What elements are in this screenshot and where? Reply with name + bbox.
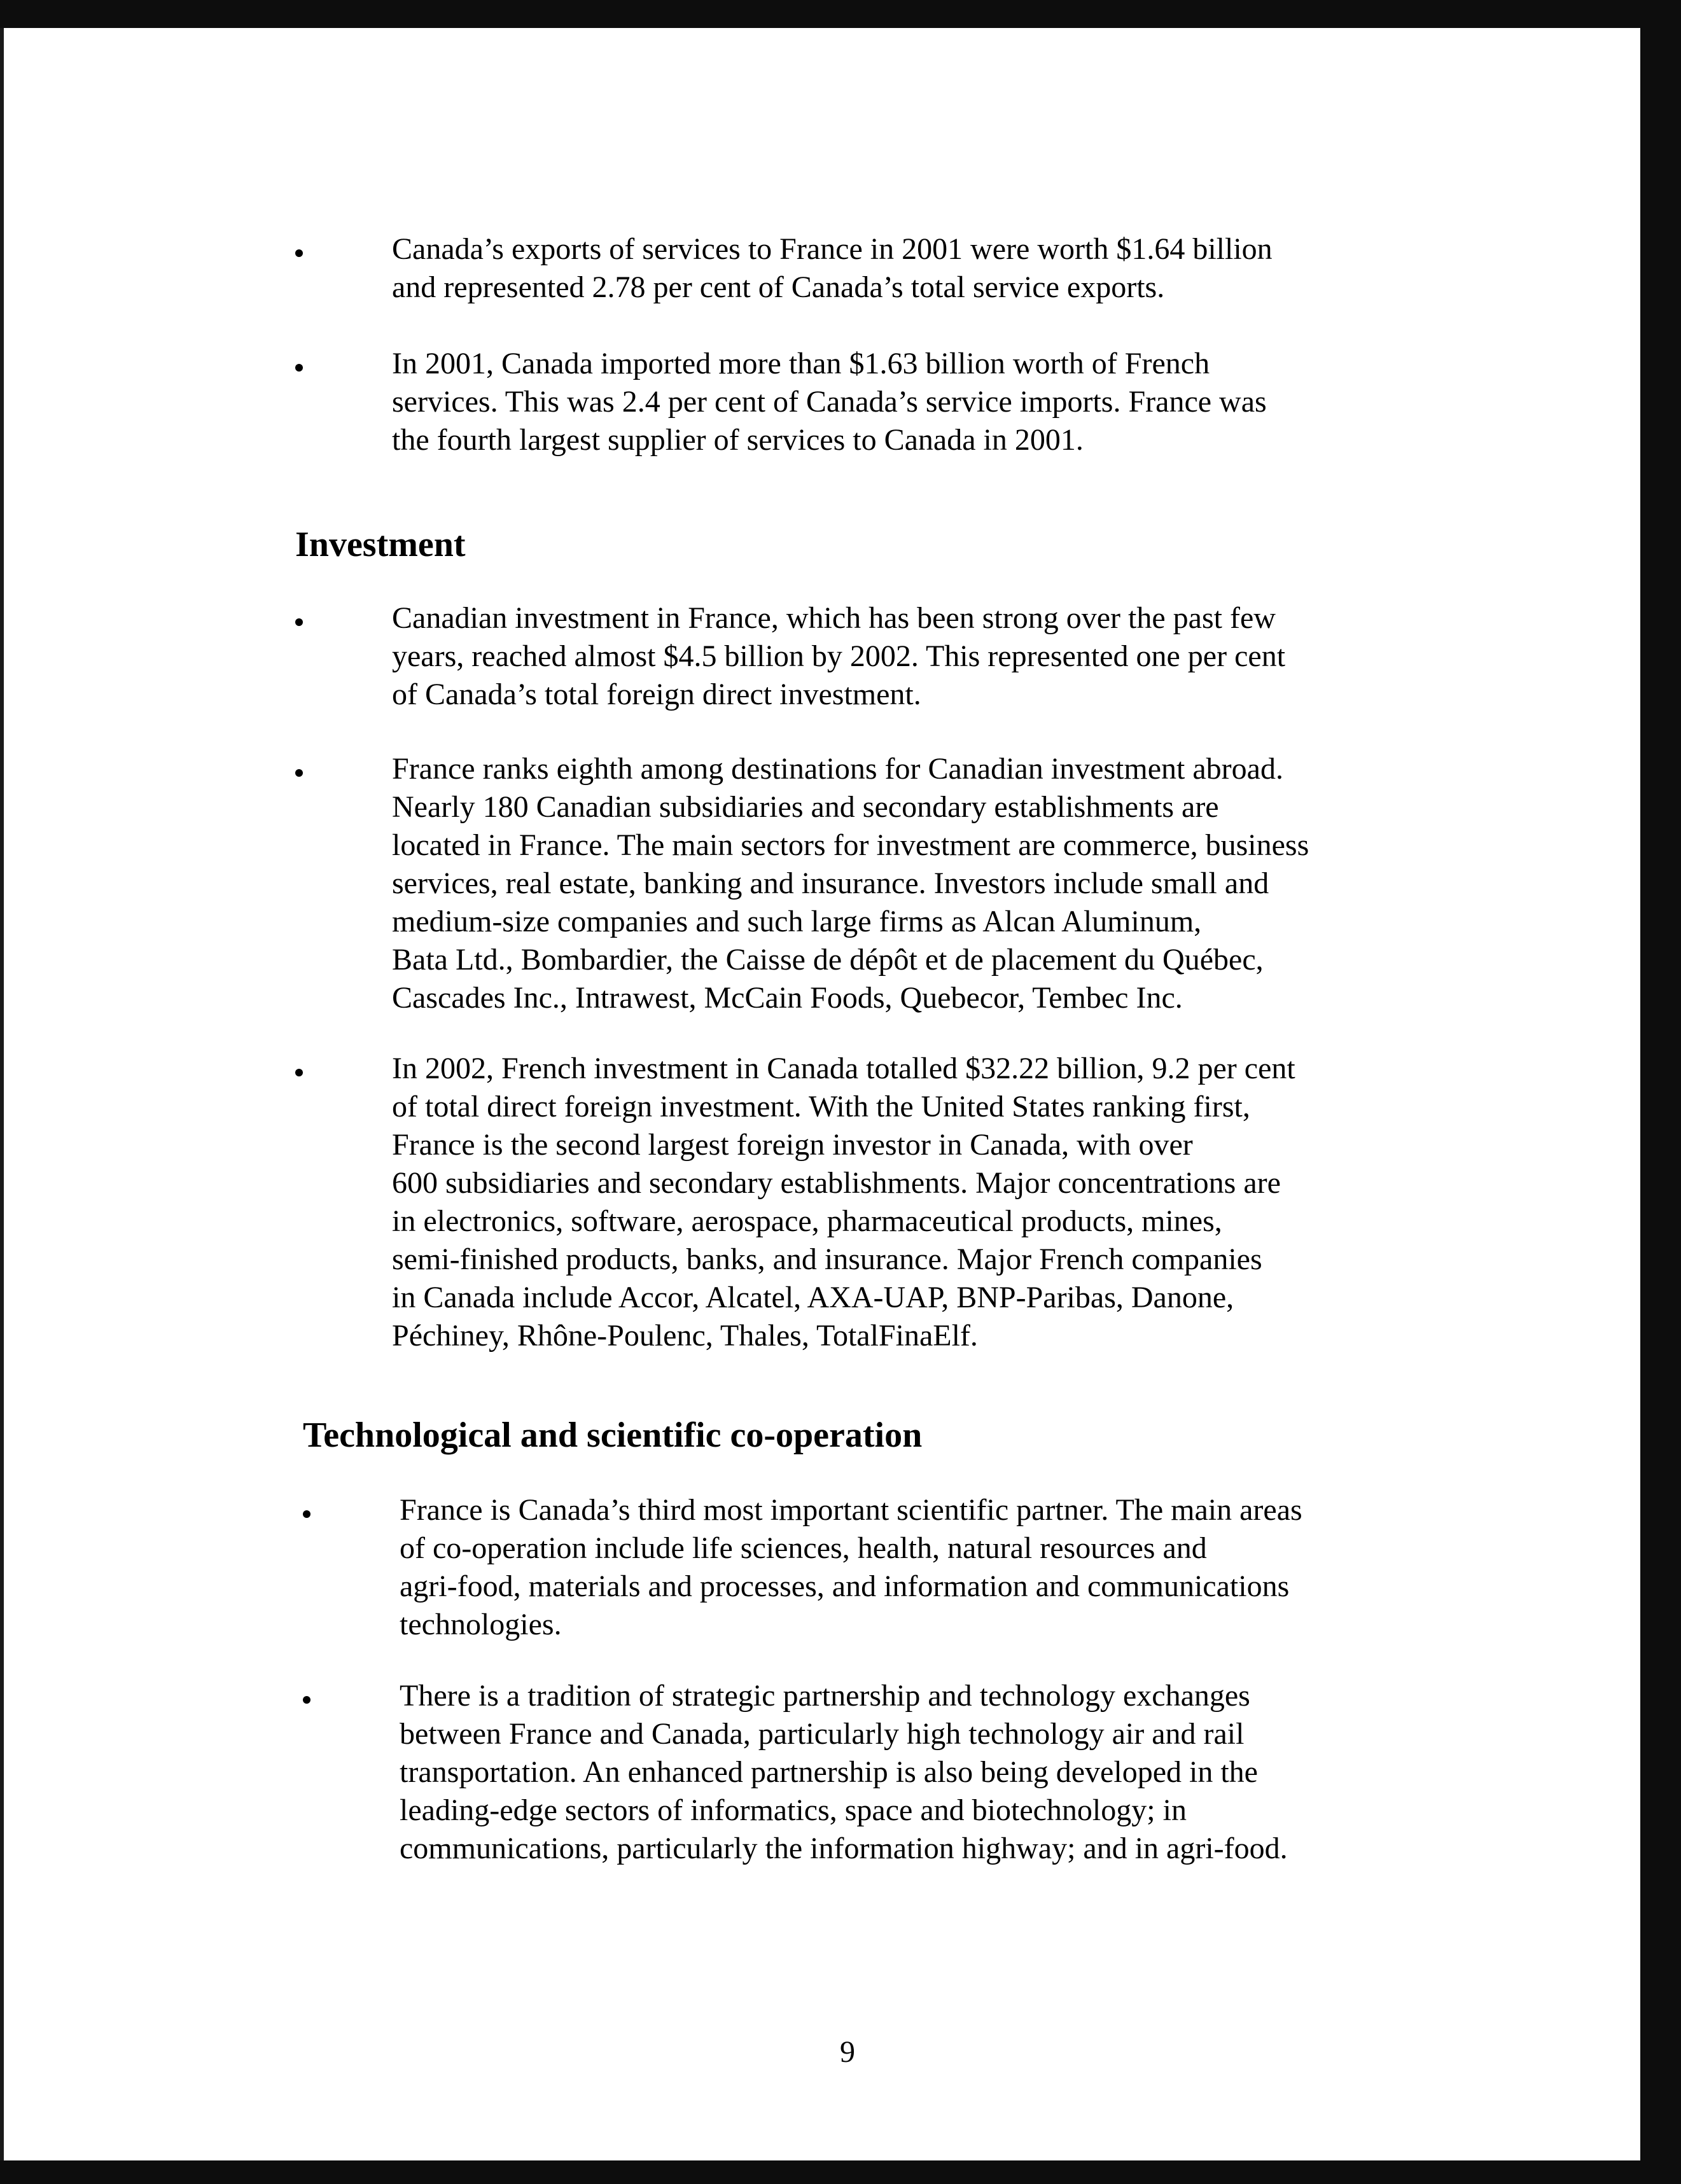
bullet-text: Canadian investment in France, which has been strong over the past few years, reached almost $4.5 billion by 2002. This represented one per cent of Canada’s total foreign direct investment. xyxy=(392,601,1286,711)
page-number: 9 xyxy=(840,2035,855,2069)
bullet-text: Canada’s exports of services to France in 2001 were worth $1.64 billion and represented 2.78 per cent of Canada’s total service exports. xyxy=(392,232,1273,304)
bullet-dot-icon xyxy=(303,1696,310,1704)
bullet-dot-icon xyxy=(295,769,303,777)
bullet-dot-icon xyxy=(295,1069,303,1076)
bullet-text: There is a tradition of strategic partnership and technology exchanges between France and Canada, particularly high technology air and rail transportation. An enhanced partnership is also being developed in the leading-edge sectors of informatics, space and biotechnology; in communications, particularly the information highway; and in agri-food. xyxy=(400,1679,1288,1865)
bullet-dot-icon xyxy=(303,1510,310,1518)
scan-border-left xyxy=(0,28,25,2160)
bullet-dot-icon xyxy=(295,249,303,257)
scan-border-top xyxy=(0,0,1681,28)
bullet-dot-icon xyxy=(295,618,303,626)
scan-border-right xyxy=(1640,28,1681,2160)
bullet-dot-icon xyxy=(295,364,303,372)
scan-border-bottom xyxy=(0,2160,1681,2184)
bullet-text: France ranks eighth among destinations for Canadian investment abroad. Nearly 180 Canadian subsidiaries and secondary establishments are located in France. The main sectors for investment are commerce, business services, real estate, banking and insurance. Investors include small and medium-size companies and such large firms as Alcan Aluminum, Bata Ltd., Bombardier, the Caisse de dépôt et de placement du Québec, Cascades Inc., Intrawest, McCain Foods, Quebecor, Tembec Inc. xyxy=(392,752,1309,1015)
section-heading-investment: Investment xyxy=(295,525,466,564)
document-page xyxy=(25,28,1640,2160)
section-heading-technology: Technological and scientific co-operation xyxy=(303,1415,923,1455)
bullet-text: France is Canada’s third most important scientific partner. The main areas of co-operation include life sciences, health, natural resources and agri-food, materials and processes, and information and communications technologies. xyxy=(400,1493,1302,1641)
bullet-text: In 2002, French investment in Canada totalled $32.22 billion, 9.2 per cent of total direct foreign investment. With the United States ranking first, France is the second largest foreign investor in Canada, with over 600 subsidiaries and secondary establishments. Major concentrations are in electronics, software, aerospace, pharmaceutical products, mines, semi-finished products, banks, and insurance. Major French companies in Canada include Accor, Alcatel, AXA-UAP, BNP-Paribas, Danone, Péchiney, Rhône-Poulenc, Thales, TotalFinaElf. xyxy=(392,1052,1295,1353)
bullet-text: In 2001, Canada imported more than $1.63 billion worth of French services. This was 2.4 per cent of Canada’s service imports. France was the fourth largest supplier of services to Canada in 2001. xyxy=(392,347,1267,457)
